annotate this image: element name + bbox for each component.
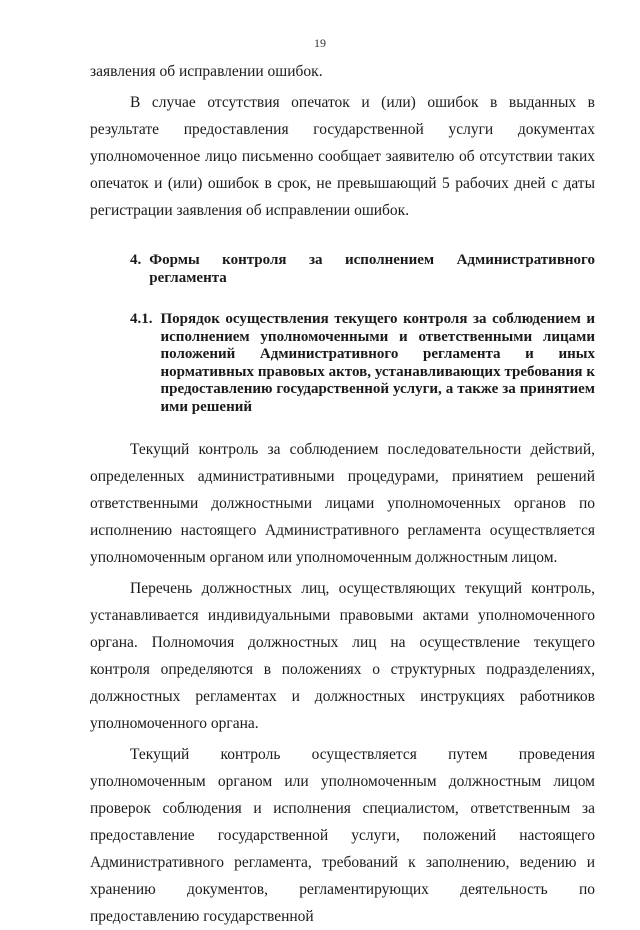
paragraph-continuation: заявления об исправлении ошибок. [90, 63, 323, 80]
section-number: 4. [130, 252, 142, 268]
section-heading-4-1 [130, 311, 595, 416]
subsection-number: 4.1. [130, 311, 153, 327]
paragraph-control-checks: Текущий контроль осуществляется путем проведения уполномоченным органом или уполномоченным должностным лицом проверок соблюдения и исполнения специалистом, ответственным за предоставление государственной услуги, положений настоящего Административного регламента, требований к заполнению, ведению и хранению документов, регламентирующих деятельность по предоставлению государственной [90, 746, 595, 925]
subsection-title: Порядок осуществления текущего контроля за соблюдением и исполнением уполномоченными и ответственными лицами положений Административного регламента и иных нормативных правовых актов, устанавливающих требования к предоставлению государственной услуги, а также за принятием ими решений [160, 311, 595, 415]
section-heading-4 [130, 252, 595, 287]
paragraph-no-errors: В случае отсутствия опечаток и (или) ошибок в выданных в результате предоставления государственной услуги документах уполномоченное лицо письменно сообщает заявителю об отсутствии таких опечаток и (или) ошибок в срок, не превышающий 5 рабочих дней с даты регистрации заявления об исправлении ошибок. [90, 94, 595, 219]
section-title: Формы контроля за исполнением Административного регламента [149, 252, 595, 286]
page-number: 19 [314, 36, 326, 50]
paragraph-officials-list: Перечень должностных лиц, осуществляющих текущий контроль, устанавливается индивидуальными правовыми актами уполномоченного органа. Полномочия должностных лиц на осуществление текущего контроля определяются в положениях о структурных подразделениях, должностных регламентах и должностных инструкциях работников уполномоченного органа. [90, 580, 595, 732]
document-body [90, 58, 595, 930]
paragraph-current-control: Текущий контроль за соблюдением последовательности действий, определенных административными процедурами, принятием решений ответственными должностными лицами уполномоченных органов по исполнению настоящего Административного регламента осуществляется уполномоченным органом или уполномоченным должностным лицом. [90, 441, 595, 566]
